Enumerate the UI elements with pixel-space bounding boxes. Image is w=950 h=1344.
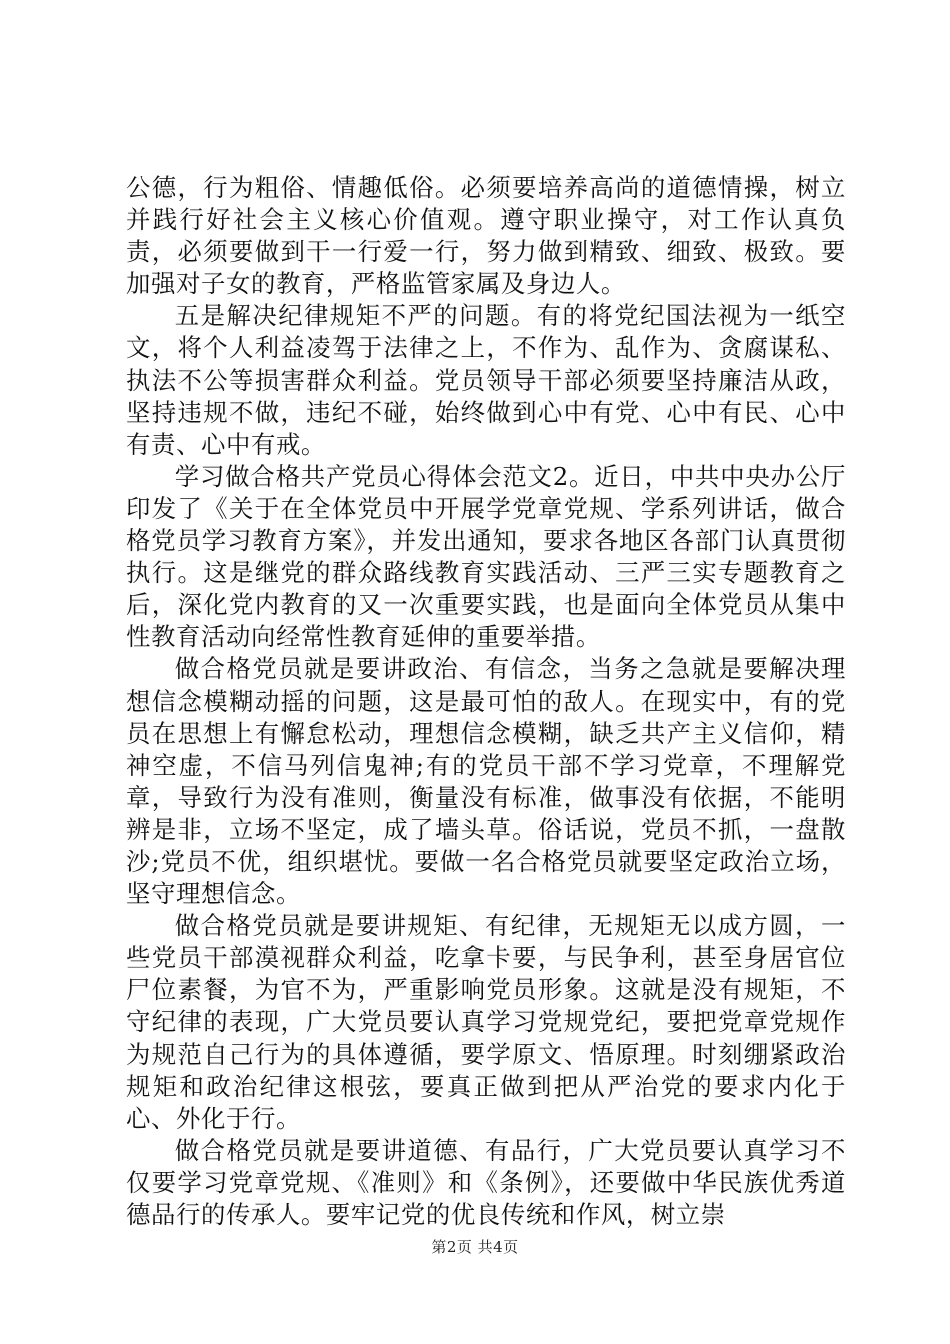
paragraph-rules-discipline: 做合格党员就是要讲规矩、有纪律，无规矩无以成方圆，一些党员干部漠视群众利益，吃拿卡要，与民争利，甚至身居官位尸位素餐，为官不为，严重影响党员形象。这就是没有规矩，不守纪律的表现，广大党员要认真学习党规党纪，要把党章党规作为规范自己行为的具体遵循，要学原文、悟原理。时刻绷紧政治规矩和政治纪律这根弦，要真正做到把从严治党的要求内化于心、外化于行。: [126, 911, 846, 1133]
paragraph-politics-belief: 做合格党员就是要讲政治、有信念，当务之急就是要解决理想信念模糊动摇的问题，这是最可怕的敌人。在现实中，有的党员在思想上有懈怠松动，理想信念模糊，缺乏共产主义信仰，精神空虚，不信马列信鬼神;有的党员干部不学习党章，不理解党章，导致行为没有准则，衡量没有标准，做事没有依据，不能明辨是非，立场不坚定，成了墙头草。俗话说，党员不抓，一盘散沙;党员不优，组织堪忧。要做一名合格党员就要坚定政治立场，坚守理想信念。: [126, 654, 846, 909]
paragraph-morality-conduct: 做合格党员就是要讲道德、有品行，广大党员要认真学习不仅要学习党章党规、《准则》和《条例》，还要做中华民族优秀道德品行的传承人。要牢记党的优良传统和作风，树立崇: [126, 1135, 846, 1229]
paragraph-discipline: 五是解决纪律规矩不严的问题。有的将党纪国法视为一纸空文，将个人利益凌驾于法律之上，不作为、乱作为、贪腐谋私、执法不公等损害群众利益。党员领导干部必须要坚持廉洁从政，坚持违规不做，违纪不碰，始终做到心中有党、心中有民、心中有责、心中有戒。: [126, 301, 846, 459]
page-number-footer: 第2页 共4页: [431, 1238, 519, 1256]
document-body: [126, 172, 846, 1231]
paragraph-continuation: 公德，行为粗俗、情趣低俗。必须要培养高尚的道德情操，树立并践行好社会主义核心价值观。遵守职业操守，对工作认真负责，必须要做到干一行爱一行，努力做到精致、细致、极致。要加强对子女的教育，严格监管家属及身边人。: [126, 173, 846, 299]
paragraph-sample-essay-2: 学习做合格共产党员心得体会范文2。近日，中共中央办公厅印发了《关于在全体党员中开展学党章党规、学系列讲话，做合格党员学习教育方案》，并发出通知，要求各地区各部门认真贯彻执行。这是继党的群众路线教育实践活动、三严三实专题教育之后，深化党内教育的又一次重要实践，也是面向全体党员从集中性教育活动向经常性教育延伸的重要举措。: [126, 461, 846, 652]
